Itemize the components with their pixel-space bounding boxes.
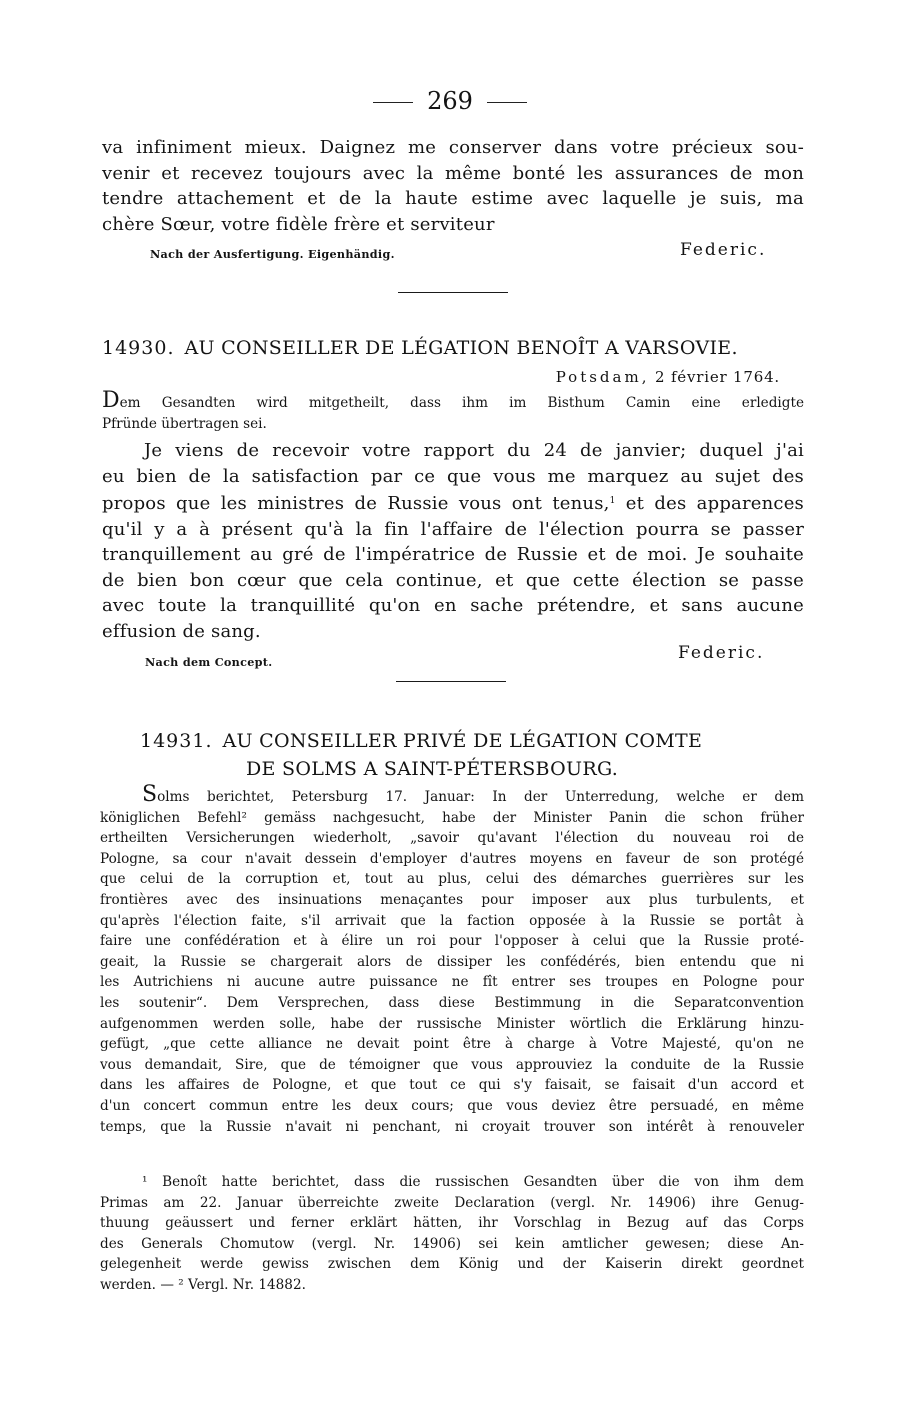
text-line: les Autrichiens ni aucune autre puissance ne fît entrer ses troupes en Pologne pour (100, 974, 804, 991)
text-line: frontières avec des insinuations menaçantes pour imposer aux plus turbulents, et (100, 891, 804, 908)
signature: Federic. (680, 240, 767, 260)
text-line: Je viens de recevoir votre rapport du 24 de janvier; duquel j'ai (144, 440, 804, 461)
text-line: eu bien de la satisfaction par ce que vous me marquez au sujet des (102, 465, 804, 487)
text-line: venir et recevez toujours avec la même bonté les assurances de mon (102, 162, 804, 184)
text-line: faire une confédération et à élire un roi pour l'opposer à celui que la Russie proté- (100, 933, 804, 950)
text-line: propos que les ministres de Russie vous ont tenus,$^1$ et des apparences (102, 493, 804, 514)
footnote-line: thuung geäussert und ferner erklärt hätten, ihr Vorschlag in Bezug auf das Corps (100, 1215, 804, 1232)
section-divider (396, 681, 506, 682)
page-number-dash-left (373, 102, 413, 103)
text-line: effusion de sang. (102, 620, 261, 642)
continuation-paragraph (102, 135, 804, 237)
letter-heading-14931 (140, 727, 780, 783)
letter-heading-14930 (102, 334, 804, 362)
source-note: Nach der Ausfertigung. Eigenhändig. (150, 247, 395, 261)
footnote-line: Primas am 22. Januar überreichte zweite Declaration (vergl. Nr. 14906) ihre Genug- (100, 1194, 804, 1211)
heading-line (140, 727, 780, 755)
text-line: tendre attachement et de la haute estime avec laquelle je suis, ma (102, 188, 804, 209)
text-line: avec toute la tranquillité qu'on en sache prétendre, et sans aucune (102, 595, 804, 616)
section-divider (398, 292, 508, 293)
page-number-dash-right (487, 102, 527, 103)
text-line: de bien bon cœur que cela continue, et que cette élection se passe (102, 569, 804, 591)
text-line: dans les affaires de Pologne, et que tout ce qui s'y faisait, se faisait d'un accord et (100, 1077, 804, 1094)
heading-line: DE SOLMS A SAINT-PÉTERSBOURG. (246, 758, 619, 780)
text-line: Pologne, sa cour n'avait dessein d'employer d'autres moyens en faveur de son protégé (100, 850, 804, 867)
dateline (556, 368, 780, 386)
initial-letter: D (102, 388, 120, 413)
letter-body (102, 438, 804, 644)
footnote-line: des Generals Chomutow (vergl. Nr. 14906) sei kein amtlicher gewesen; diese An- (100, 1235, 804, 1252)
page-number (0, 86, 900, 116)
text-line: tranquillement au gré de l'impératrice de Russie et de moi. Je souhaite (102, 544, 804, 565)
text-line: geait, la Russie se chargerait alors de dissiper les confédérés, bien entendu que ni (100, 953, 804, 970)
text-line: ertheilten Versicherungen wiederholt, „savoir qu'avant l'élection du nouveau roi de (100, 830, 804, 847)
letter-number: 14931. (140, 730, 213, 752)
text-line: les soutenir“. Dem Versprechen, dass diese Bestimmung in die Separatconvention (100, 994, 804, 1011)
page-number-text: 269 (427, 87, 473, 115)
text-line: d'un concert commun entre les deux cours; que vous deviez être persuadé, en même (100, 1097, 804, 1114)
letter-title: AU CONSEILLER DE LÉGATION BENOÎT A VARSOVIE. (184, 337, 738, 359)
footnote-line: gelegenheit werde gewiss zwischen dem König und der Kaiserin direkt geordnet (100, 1256, 804, 1273)
text-line: qu'après l'élection faite, s'il arrivait que la faction opposée à la Russie se portât à (100, 912, 804, 929)
text-line: Dem Gesandten wird mitgetheilt, dass ihm im Bisthum Camin eine erledigte (102, 388, 804, 413)
signature: Federic. (678, 643, 765, 663)
text-line: Solms berichtet, Petersburg 17. Januar: In der Unterredung, welche er dem (142, 782, 804, 807)
text-line: königlichen Befehl² gemäss nachgesucht, habe der Minister Panin die schon früher (100, 809, 804, 826)
initial-letter: S (142, 782, 158, 807)
letter-summary (102, 388, 804, 434)
text-line: temps, que la Russie n'avait ni penchant, ni croyait trouver son intérêt à renouveler (100, 1118, 804, 1135)
letter-summary (100, 782, 804, 1137)
text-line: gefügt, „que cette alliance ne devait point être à charge à Votre Majesté, qu'on ne (100, 1036, 804, 1053)
footnote-line: werden. — ² Vergl. Nr. 14882. (100, 1276, 306, 1293)
text-line: que celui de la corruption et, tout au plus, celui des démarches guerrières sur les (100, 871, 804, 888)
footnotes (100, 1172, 804, 1296)
text-line: Pfründe übertragen sei. (102, 415, 267, 432)
text-line: va infiniment mieux. Daignez me conserver dans votre précieux sou- (102, 137, 804, 158)
source-note: Nach dem Concept. (145, 655, 273, 669)
letter-title: AU CONSEILLER PRIVÉ DE LÉGATION COMTE (222, 730, 703, 752)
text-line: qu'il y a à présent qu'à la fin l'affaire de l'élection pourra se passer (102, 518, 804, 540)
letter-number: 14930. (102, 337, 175, 359)
footnote-ref: 1 (609, 496, 616, 506)
dateline-place: Potsdam, (555, 368, 650, 386)
dateline-date: 2 février 1764. (655, 368, 780, 386)
footnote-line: ¹ Benoît hatte berichtet, dass die russischen Gesandten über die von ihm dem (142, 1174, 804, 1190)
text-line: vous demandait, Sire, que de témoigner que vous approuviez la conduite de la Russie (100, 1056, 804, 1073)
text-line: aufgenommen werden solle, habe der russische Minister wörtlich die Erklärung hinzu- (100, 1015, 804, 1032)
text-line: chère Sœur, votre fidèle frère et serviteur (102, 213, 495, 235)
